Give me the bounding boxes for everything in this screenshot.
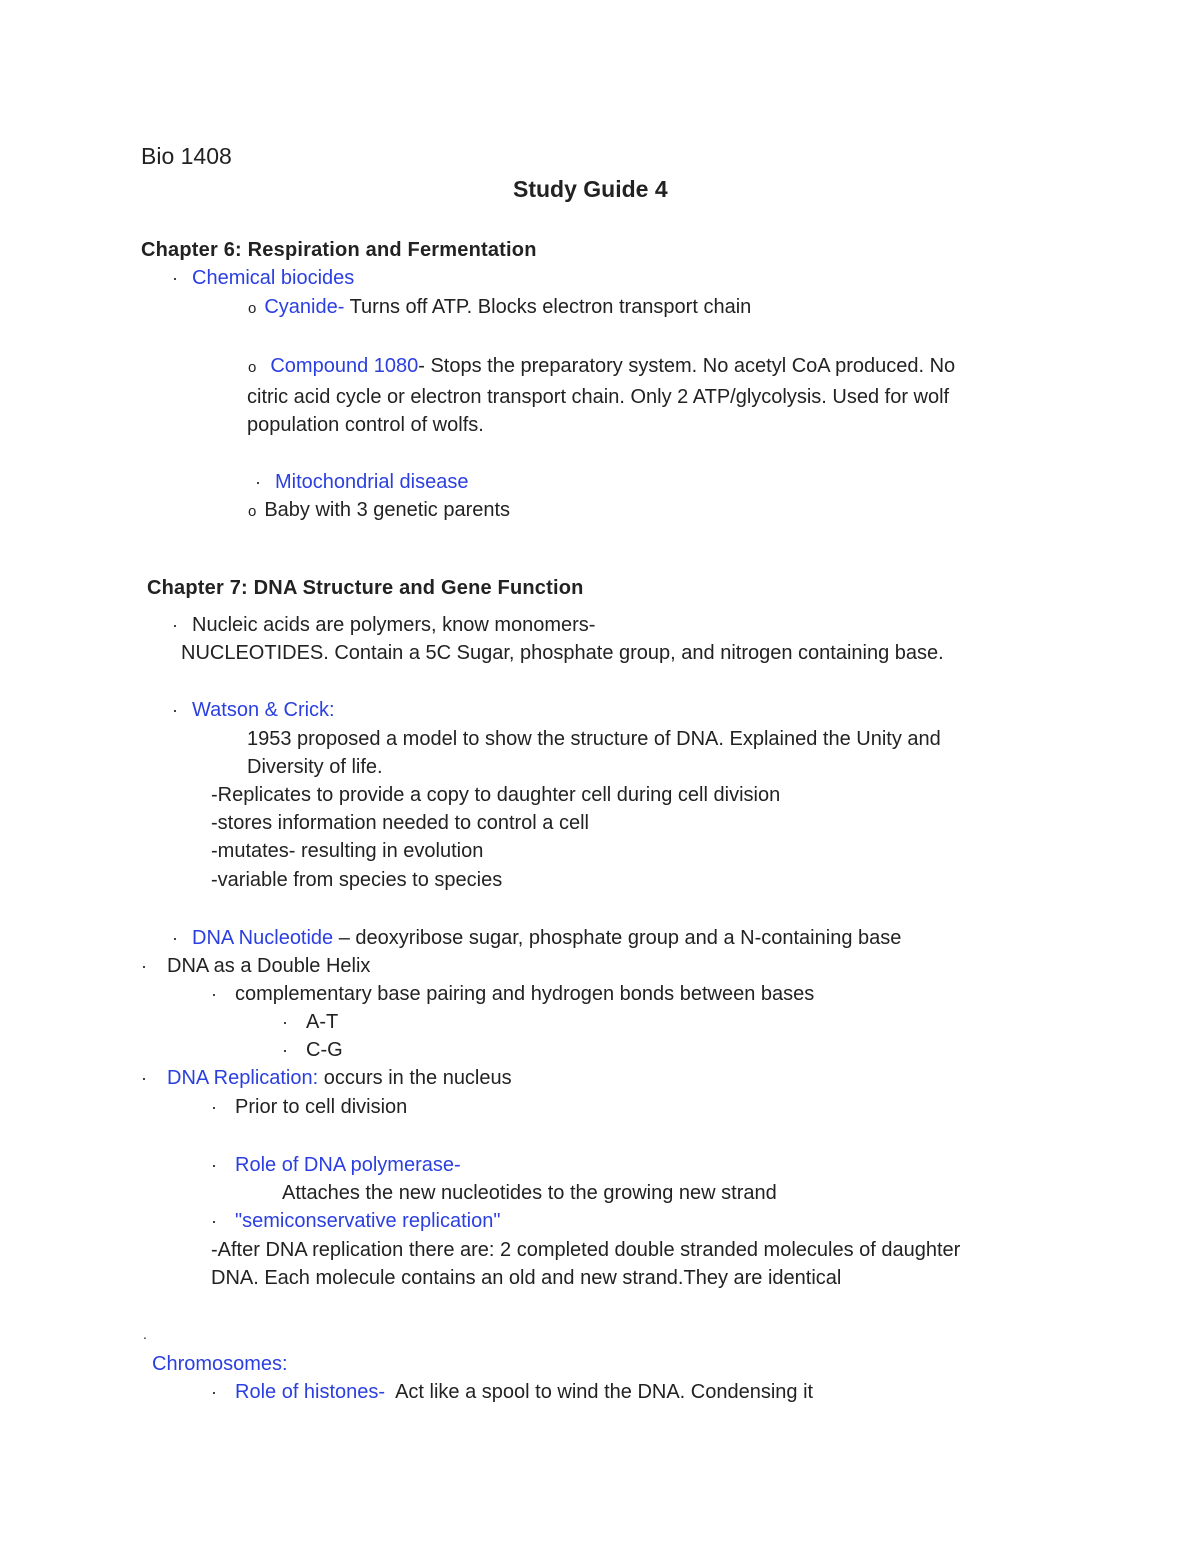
text-pair-cg: C-G: [306, 1039, 343, 1061]
text-compound-1080-line2: citric acid cycle or electron transport chain. Only 2 ATP/glycolysis. Used for wolf: [247, 386, 950, 408]
text-histones: Act like a spool to wind the DNA. Condensing it: [385, 1381, 814, 1403]
text-watson-line1: 1953 proposed a model to show the structure of DNA. Explained the Unity and: [247, 728, 941, 750]
term-mitochondrial-disease: Mitochondrial disease: [275, 471, 469, 493]
term-histones: Role of histones-: [235, 1381, 386, 1403]
bullet-dot: ·: [172, 928, 178, 948]
list-item-pair-cg: [282, 1038, 343, 1062]
list-item-mitochondrial-disease: [255, 470, 468, 494]
term-dna-nucleotide: DNA Nucleotide: [192, 927, 334, 949]
term-watson-crick: Watson & Crick:: [192, 699, 335, 721]
text-nucleotides: NUCLEOTIDES. Contain a 5C Sugar, phosphate group, and nitrogen containing base.: [181, 642, 944, 664]
bullet-dot: ·: [172, 700, 178, 720]
list-item-cyanide: [248, 295, 751, 321]
list-item-nucleic-acids: [172, 613, 595, 637]
bullet-o: o: [248, 300, 257, 317]
text-compound-1080: - Stops the preparatory system. No acetyl CoA produced. No: [418, 355, 956, 377]
bullet-dot: ·: [211, 984, 217, 1004]
text-compound-1080-line3: population control of wolfs.: [247, 414, 484, 436]
bullet-o: o: [248, 503, 257, 520]
list-item-dna-replication: [141, 1066, 512, 1090]
text-dna-replication: occurs in the nucleus: [318, 1067, 512, 1089]
text-dna-polymerase: Attaches the new nucleotides to the growing new strand: [282, 1182, 777, 1204]
bullet-dot: ·: [282, 1012, 288, 1032]
text-mutates: -mutates- resulting in evolution: [211, 840, 484, 862]
text-watson-line2: Diversity of life.: [247, 756, 383, 778]
bullet-dot: ·: [211, 1155, 217, 1175]
text-double-helix: DNA as a Double Helix: [167, 955, 371, 977]
list-item-pair-at: [282, 1010, 338, 1034]
list-item-dna-nucleotide: [172, 926, 901, 950]
list-item-dna-polymerase: [211, 1153, 461, 1177]
list-item-histones: [211, 1380, 813, 1404]
text-nucleic-acids: Nucleic acids are polymers, know monomers-: [192, 614, 596, 636]
list-item-three-parents: [248, 498, 510, 524]
list-item-base-pairing: [211, 982, 814, 1006]
bullet-dot: ·: [211, 1211, 217, 1231]
list-item-compound-1080: [248, 354, 955, 380]
bullet-o: o: [248, 359, 257, 376]
term-dna-replication: DNA Replication:: [167, 1067, 319, 1089]
bullet-dot: ·: [172, 268, 178, 288]
term-cyanide: Cyanide-: [264, 296, 345, 318]
bullet-dot: ·: [211, 1382, 217, 1402]
bullet-dot: ·: [141, 1068, 147, 1088]
term-semiconservative: "semiconservative replication": [235, 1210, 501, 1232]
chapter-6-heading: Chapter 6: Respiration and Fermentation: [141, 239, 537, 261]
bullet-dot: ·: [211, 1097, 217, 1117]
stray-dot: .: [143, 1326, 147, 1342]
text-base-pairing: complementary base pairing and hydrogen bonds between bases: [235, 983, 815, 1005]
course-label: Bio 1408: [141, 143, 232, 169]
text-after-replication-line2: DNA. Each molecule contains an old and new strand.They are identical: [211, 1267, 842, 1289]
text-replicates: -Replicates to provide a copy to daughter cell during cell division: [211, 784, 781, 806]
list-item-watson-crick: [172, 698, 335, 722]
list-item-chemical-biocides: [172, 266, 354, 290]
text-after-replication-line1: -After DNA replication there are: 2 completed double stranded molecules of daughter: [211, 1239, 961, 1261]
text-prior-division: Prior to cell division: [235, 1096, 408, 1118]
list-item-prior-division: [211, 1095, 407, 1119]
bullet-dot: ·: [255, 472, 261, 492]
term-chromosomes: Chromosomes:: [152, 1353, 288, 1375]
term-compound-1080: Compound 1080: [270, 355, 419, 377]
list-item-semiconservative: [211, 1209, 500, 1233]
text-cyanide: Turns off ATP. Blocks electron transport chain: [344, 296, 752, 318]
term-chemical-biocides: Chemical biocides: [192, 267, 355, 289]
chapter-7-heading: Chapter 7: DNA Structure and Gene Function: [147, 577, 584, 599]
bullet-dot: ·: [141, 956, 147, 976]
text-variable: -variable from species to species: [211, 869, 503, 891]
page-title: Study Guide 4: [513, 176, 668, 202]
text-stores-information: -stores information needed to control a cell: [211, 812, 589, 834]
text-pair-at: A-T: [306, 1011, 339, 1033]
text-dna-nucleotide: – deoxyribose sugar, phosphate group and a N-containing base: [333, 927, 902, 949]
text-three-parents: Baby with 3 genetic parents: [264, 499, 511, 521]
bullet-dot: ·: [172, 615, 178, 635]
term-dna-polymerase: Role of DNA polymerase-: [235, 1154, 461, 1176]
bullet-dot: ·: [282, 1040, 288, 1060]
list-item-double-helix: [141, 954, 370, 978]
